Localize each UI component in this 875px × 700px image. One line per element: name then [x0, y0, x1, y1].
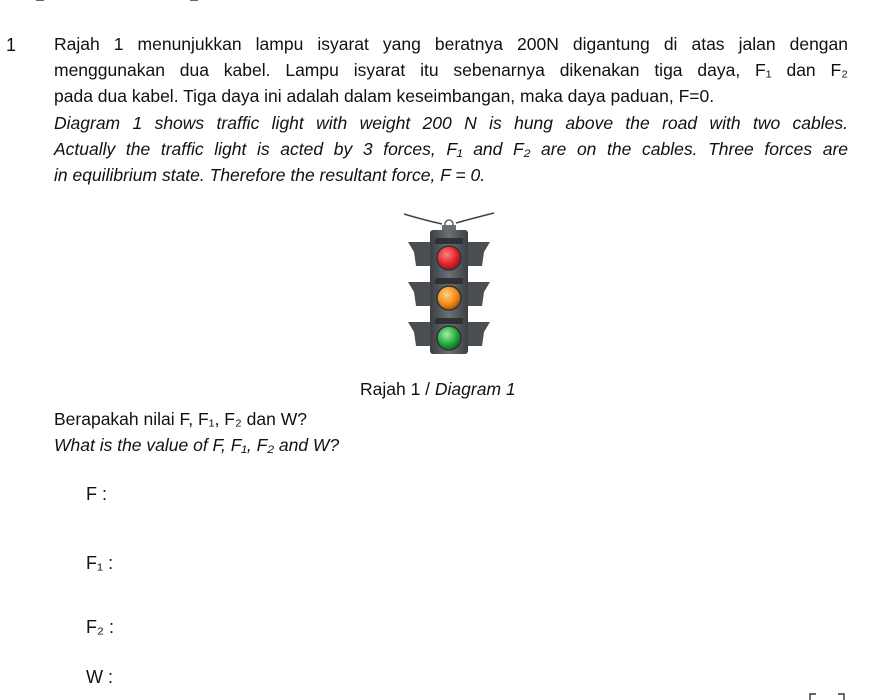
question-text-malay	[54, 31, 848, 110]
visor-1	[408, 242, 430, 266]
visor-1-right	[468, 242, 490, 266]
marks-bracket	[800, 692, 854, 700]
caption-english: Diagram 1	[434, 379, 516, 399]
traffic-light-diagram	[402, 208, 496, 360]
answer-label-f2: F₂ :	[86, 617, 114, 637]
malay-line-1: Rajah 1 menunjukkan lampu isyarat yang beratnya 200N digantung di atas jalan dengan	[54, 34, 848, 54]
english-line-3: in equilibrium state. Therefore the resultant force, F = 0.	[54, 165, 486, 186]
figure-caption	[360, 379, 516, 400]
visor-3-right	[468, 322, 490, 346]
answer-label-w: W :	[86, 667, 113, 687]
cable-left	[404, 214, 442, 224]
red-lamp	[437, 246, 461, 270]
english-line-2: Actually the traffic light is acted by 3 forces, F₁ and F₂ are on the cables. Three forces are	[54, 139, 848, 160]
sub-question-malay: Berapakah nilai F, F₁, F₂ dan W?	[54, 409, 307, 429]
top-edge-marks	[0, 0, 875, 6]
amber-lamp	[437, 286, 461, 310]
malay-line-2: menggunakan dua kabel. Lampu isyarat itu sebenarnya dikenakan tiga daya, F₁ dan F₂	[54, 60, 848, 81]
question-number: 1	[6, 35, 17, 55]
question-text-english	[54, 110, 848, 189]
visor-2	[408, 282, 430, 306]
english-line-1: Diagram 1 shows traffic light with weight 200 N is hung above the road with two cables.	[54, 113, 848, 133]
green-lamp	[437, 326, 461, 350]
cable-right	[456, 213, 494, 223]
malay-line-3: pada dua kabel. Tiga daya ini adalah dalam keseimbangan, maka daya paduan, F=0.	[54, 86, 715, 107]
sub-question-english: What is the value of F, F₁, F₂ and W?	[54, 435, 340, 455]
visor-3	[408, 322, 430, 346]
answer-label-f: F :	[86, 484, 107, 504]
caption-malay: Rajah 1 /	[360, 379, 435, 399]
answer-label-f1: F₁ :	[86, 553, 114, 573]
visor-2-right	[468, 282, 490, 306]
